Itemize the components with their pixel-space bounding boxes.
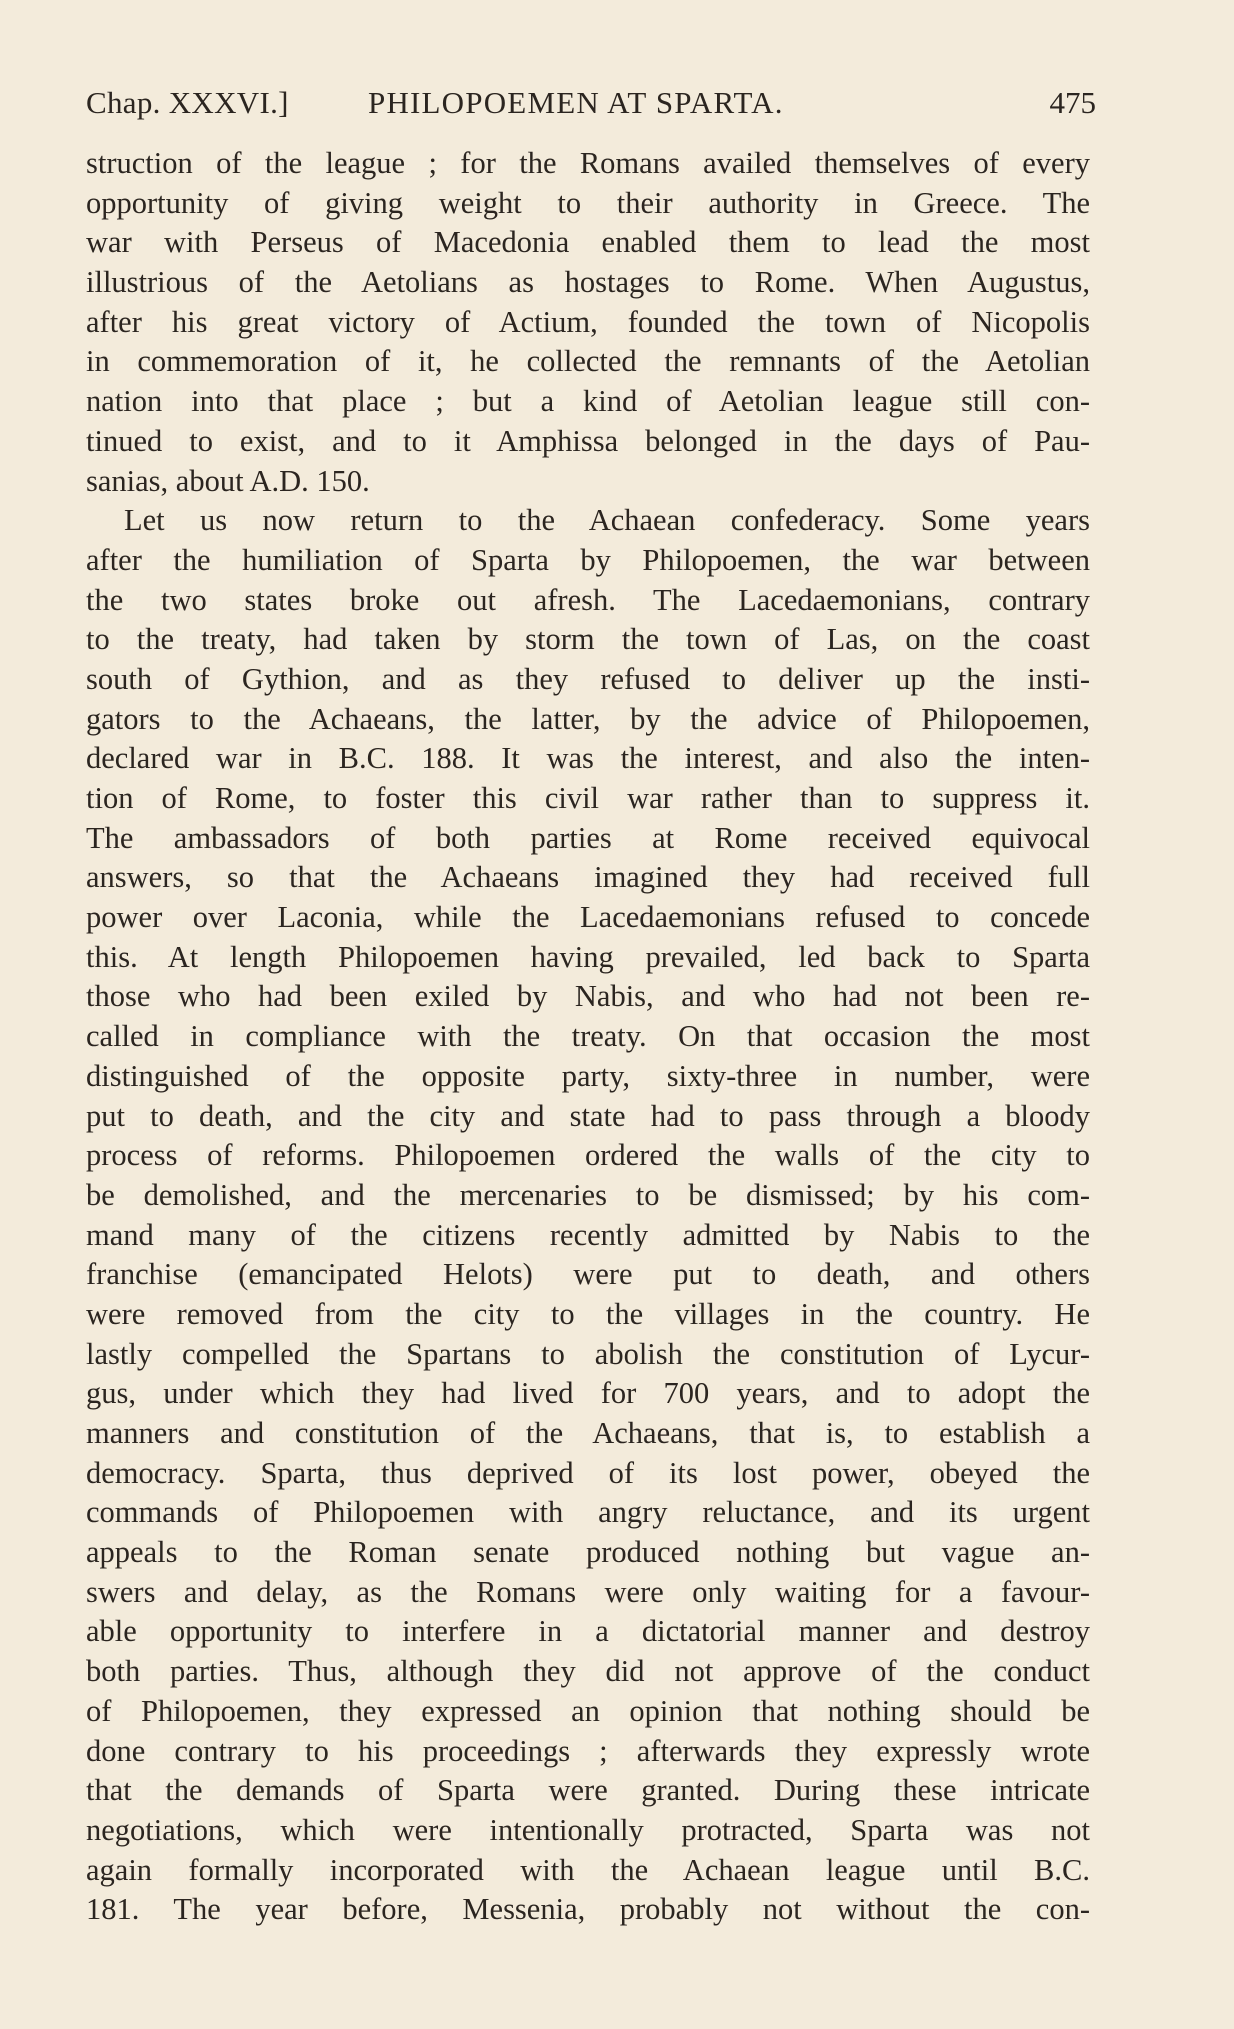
- text-line: that the demands of Sparta were granted. During these intricate: [86, 1773, 1090, 1808]
- text-line: power over Laconia, while the Lacedaemonians refused to concede: [86, 900, 1090, 935]
- text-line: tion of Rome, to foster this civil war rather than to suppress it.: [86, 781, 1090, 815]
- text-line: were removed from the city to the villages in the country. He: [86, 1296, 1090, 1331]
- running-header: [86, 78, 1096, 128]
- text-line: be demolished, and the mercenaries to be dismissed; by his com-: [86, 1177, 1090, 1212]
- text-line: of Philopoemen, they expressed an opinion that nothing should be: [86, 1693, 1090, 1728]
- text-line: tinued to exist, and to it Amphissa belonged in the days of Pau-: [86, 423, 1090, 458]
- text-line: The ambassadors of both parties at Rome received equivocal: [86, 820, 1090, 855]
- text-line: declared war in B.C. 188. It was the interest, and also the inten-: [86, 741, 1090, 776]
- running-title: PHILOPOEMEN AT SPARTA.: [368, 85, 784, 120]
- text-line: this. At length Philopoemen having prevailed, led back to Sparta: [86, 939, 1090, 974]
- text-line: after his great victory of Actium, founded the town of Nicopolis: [86, 304, 1090, 339]
- text-line: to the treaty, had taken by storm the town of Las, on the coast: [86, 622, 1090, 657]
- text-line: both parties. Thus, although they did not approve of the conduct: [86, 1654, 1090, 1689]
- text-line: mand many of the citizens recently admitted by Nabis to the: [86, 1217, 1090, 1252]
- paragraph-start-line: Let us now return to the Achaean confederacy. Some years: [124, 503, 1090, 538]
- text-line: south of Gythion, and as they refused to deliver up the insti-: [86, 661, 1090, 696]
- text-line: those who had been exiled by Nabis, and who had not been re-: [86, 979, 1090, 1014]
- text-line: again formally incorporated with the Achaean league until B.C.: [86, 1852, 1090, 1887]
- text-line: struction of the league ; for the Romans availed themselves of every: [86, 146, 1090, 180]
- text-line: called in compliance with the treaty. On that occasion the most: [86, 1019, 1090, 1054]
- text-line: swers and delay, as the Romans were only waiting for a favour-: [86, 1574, 1090, 1609]
- text-line: opportunity of giving weight to their authority in Greece. The: [86, 185, 1090, 220]
- text-line: done contrary to his proceedings ; afterwards they expressly wrote: [86, 1733, 1090, 1768]
- text-line: distinguished of the opposite party, sixty-three in number, were: [86, 1058, 1090, 1093]
- text-line: franchise (emancipated Helots) were put to death, and others: [86, 1257, 1090, 1292]
- text-line: appeals to the Roman senate produced nothing but vague an-: [86, 1535, 1090, 1570]
- text-line: democracy. Sparta, thus deprived of its lost power, obeyed the: [86, 1455, 1090, 1490]
- page-number: 475: [1049, 85, 1096, 120]
- body-text: [86, 144, 1090, 1930]
- text-line: 181. The year before, Messenia, probably not without the con-: [86, 1892, 1090, 1927]
- paragraph-end-line: sanias, about A.D. 150.: [86, 463, 370, 498]
- text-line: gators to the Achaeans, the latter, by the advice of Philopoemen,: [86, 701, 1090, 736]
- text-line: the two states broke out afresh. The Lacedaemonians, contrary: [86, 582, 1090, 617]
- text-line: put to death, and the city and state had to pass through a bloody: [86, 1098, 1090, 1133]
- text-line: gus, under which they had lived for 700 years, and to adopt the: [86, 1376, 1090, 1411]
- text-line: manners and constitution of the Achaeans, that is, to establish a: [86, 1416, 1090, 1450]
- text-line: illustrious of the Aetolians as hostages to Rome. When Augustus,: [86, 265, 1090, 300]
- text-line: war with Perseus of Macedonia enabled them to lead the most: [86, 225, 1090, 260]
- text-line: in commemoration of it, he collected the remnants of the Aetolian: [86, 344, 1090, 379]
- text-line: commands of Philopoemen with angry reluctance, and its urgent: [86, 1495, 1090, 1530]
- text-line: nation into that place ; but a kind of Aetolian league still con-: [86, 384, 1090, 419]
- text-line: negotiations, which were intentionally protracted, Sparta was not: [86, 1812, 1090, 1847]
- text-line: lastly compelled the Spartans to abolish the constitution of Lycur-: [86, 1336, 1090, 1371]
- text-line: after the humiliation of Sparta by Philopoemen, the war between: [86, 542, 1090, 577]
- text-line: able opportunity to interfere in a dictatorial manner and destroy: [86, 1614, 1090, 1649]
- text-line: process of reforms. Philopoemen ordered the walls of the city to: [86, 1138, 1090, 1173]
- text-line: answers, so that the Achaeans imagined they had received full: [86, 860, 1090, 895]
- chapter-reference: Chap. XXXVI.]: [86, 85, 289, 120]
